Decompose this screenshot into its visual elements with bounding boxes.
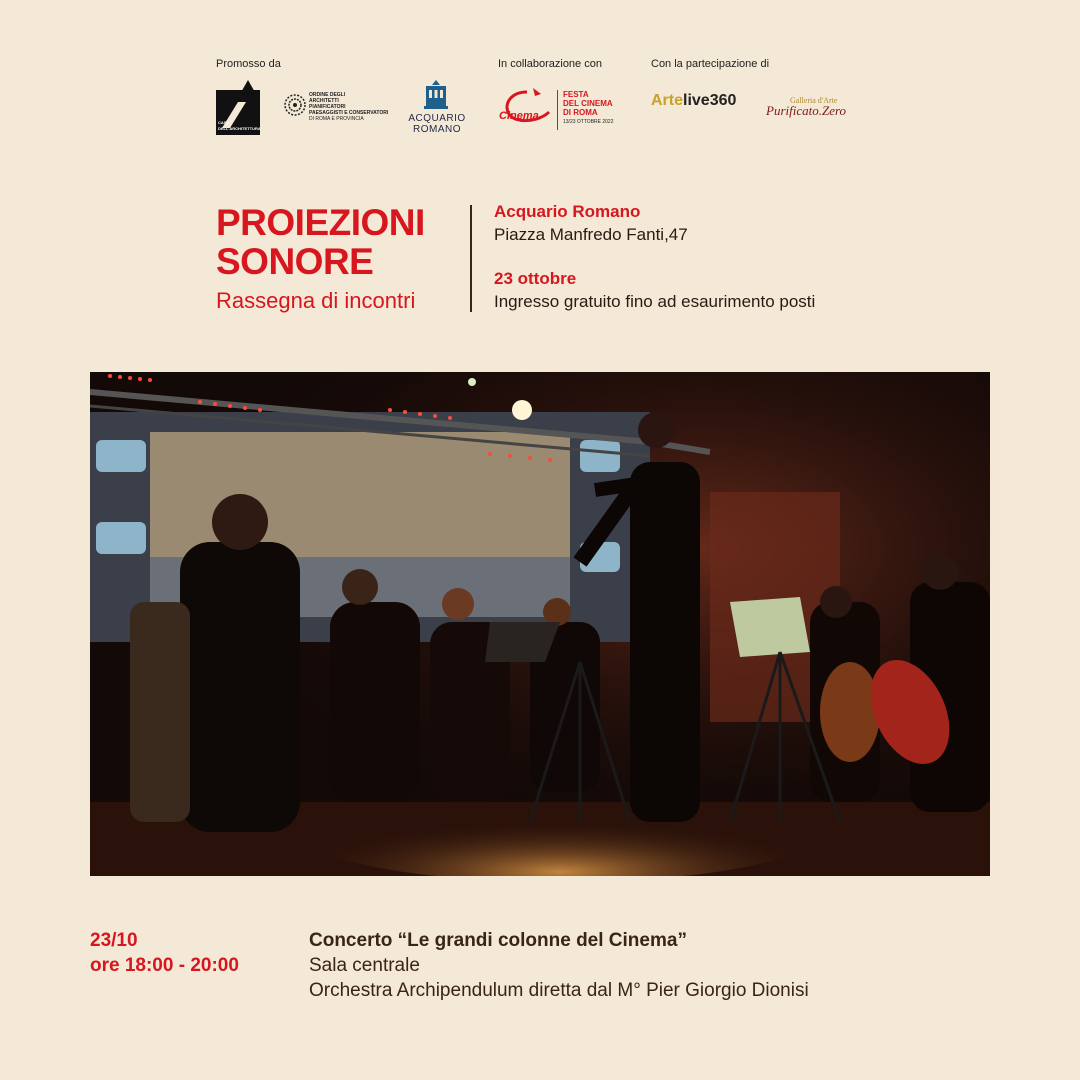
casa-architettura-logo [216,80,264,136]
promosso-label: Promosso da [216,58,281,70]
venue-name: Acquario Romano [494,202,641,221]
purificato-name: Purificato.Zero [766,103,847,118]
festa-divider [557,90,558,130]
rosette-icon [284,94,306,116]
event-date-heading: 23 ottobre [494,269,577,288]
ordine-line2: ARCHITETTI [309,98,339,104]
ordine-line4: PAESAGGISTI E CONSERVATORI [309,110,389,116]
artelive-rest: live360 [683,92,737,109]
event-date: 23/10 [90,930,138,951]
ordine-line3: PIANIFICATORI [309,104,346,110]
event-room: Sala centrale [309,955,420,976]
entry-info: Ingresso gratuito fino ad esaurimento posti [494,292,816,311]
artelive360-logo [651,92,736,110]
event-time: ore 18:00 - 20:00 [90,955,239,976]
event-title: Concerto “Le grandi colonne del Cinema” [309,930,687,951]
acquario-line1: ACQUARIO [408,113,466,124]
festa-line1: FESTA [563,90,589,99]
casa-architettura-text: CASA DELL'ARCHITETTURA [218,120,261,131]
acquario-line2: ROMANO [413,124,461,135]
concert-photo [90,372,990,876]
purificato-small: Galleria d'Arte [790,96,838,105]
event-performer: Orchestra Archipendulum diretta dal M° Pier Giorgio Dionisi [309,980,809,1001]
venue-address: Piazza Manfredo Fanti,47 [494,225,688,244]
festa-line2: DEL CINEMA [563,99,613,108]
title-line2: SONORE [216,241,374,282]
collaborazione-label: In collaborazione con [498,58,602,70]
festa-line3: DI ROMA [563,108,598,117]
ordine-line5: DI ROMA E PROVINCIA [309,116,364,122]
artelive-arte: Arte [651,92,684,109]
ordine-line1: ORDINE DEGLI [309,92,346,98]
festa-cinema-logo [497,86,627,136]
ordine-architetti-logo [284,92,394,126]
title-line1: PROIEZIONI [216,202,425,243]
building-icon [422,80,450,110]
subtitle: Rassegna di incontri [216,288,416,313]
acquario-romano-logo [406,80,468,138]
purificato-zero-logo [766,96,846,119]
cinema-word: Cinema [499,110,539,122]
festa-dates: 13/23 OTTOBRE 2022 [563,119,614,125]
partecipazione-label: Con la partecipazione di [651,58,770,70]
vertical-divider [470,205,472,312]
cinema-swirl-icon [497,86,559,132]
